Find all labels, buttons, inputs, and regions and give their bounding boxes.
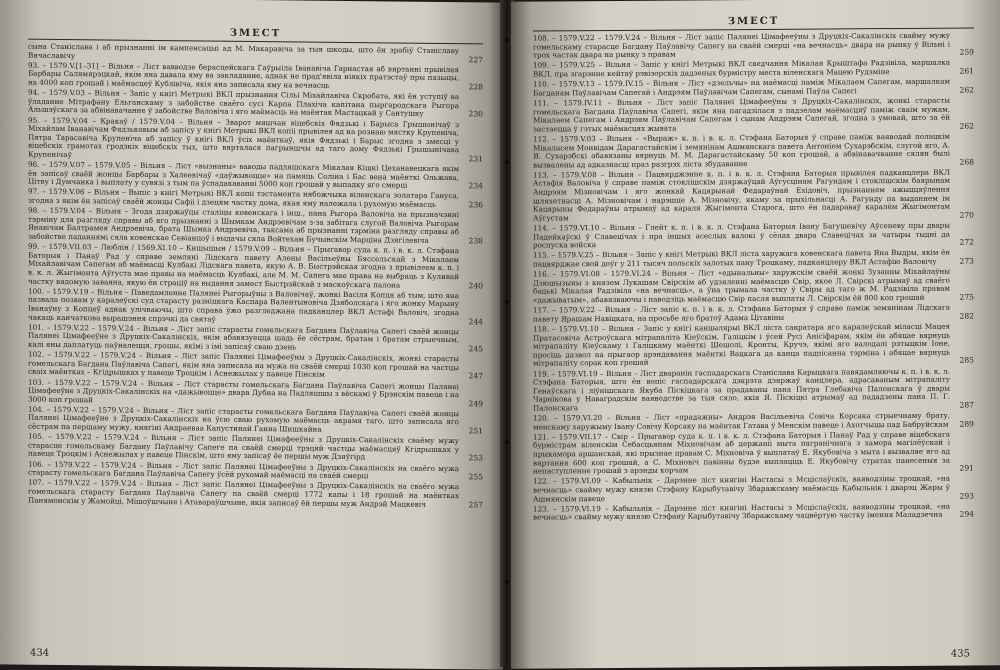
toc-entry-text: 111. – 1579.IV.11 – Вільня – Ліст запіс Палянеі Цімафееўны з Друцкіх-Сакалінскіх, жонкі старасты гомельскага Багдана Паўлавіча Сапегі, якім яна пагадзілася з падзелам маёмасцяў паміж сваім мужам, Мікалаем Сапегам і Андрэям Паўлавічам Сапегам і сынам Андрэям Сапегай, згодна з умовай, што за ёй застаецца ў гэтых маёмасцях жывата	[533, 95, 950, 134]
toc-entry-page: 253	[468, 453, 483, 463]
toc-entry-text: 94. – 1579.V.03 – Вільня – Запіс у кнігі Метрыкі ВКЛ прызнання Сільі Міхайлавіча Скробата, які ён уступіў ва ўладанне Мітрафану Ельганскаму з забойстве сваёго сусі Карпа Плахіча капітана пыргародскага Рыгора Альшэўскага за абвінавачанне ў забойстве Валовіча і яго маёмасць на маёнтак Мастацкай у Сантушку	[28, 87, 459, 119]
toc-entry-text: 114. – 1579.VI.10 – Вільня – Глейт к. п. і в. к. л. Стэфана Баторыя Івану Багушевічу Аўсеневу пры двары Падейкаўскі ў Славецічах і пра іншых асеслых валокі ў сёлах двара Славецічах за чатыры тыдні да роспуска войска	[533, 220, 950, 250]
toc-entry	[533, 168, 974, 223]
toc-entry	[28, 89, 483, 120]
toc-entry	[533, 430, 974, 476]
toc-entry-page: 249	[468, 398, 483, 409]
left-toc-list	[28, 43, 483, 510]
toc-entry	[533, 132, 974, 169]
toc-entry	[28, 406, 483, 437]
toc-entry-text: 101. – 1579.V.22 – 1579.V.24 – Вільня – Ліст запіс старасты гомельскага Багдана Паўлавіча Сапегі сваёй жонцы Палянеі Цімафееўне з Друцкіх-Сакалінскіх, якім абавязуецца шадь ёе сёстрам, братам і братам стрыечным, калі яны даплатуць паўналецця, грошы, якімі з імі запісаў сваю дзень	[28, 322, 459, 352]
binding-stitch	[505, 38, 509, 42]
toc-entry	[533, 412, 974, 432]
right-page-heading: ЗМЕСТ	[727, 15, 780, 28]
binding-stitch	[505, 300, 509, 304]
toc-entry-text: 95. – 1579.V.04 – Кракаў / 1579.V.04 – Вільня – Зварот мяшчан віцебскіх Фядзькі і Барыса Грышынічаў з Міхайлам Іванавічам Фядзьковым аб запісу у кнігі Метрыкі ВКЛ копіі прывілея ад на рознаю мястку Крупеніча, Пятра Тарасавіча Крупеніча аб запісу ў кнігі ВКЛ ўсіх маёнткаў, якія Фядзькі і Барыс згодна з змесці у віцебскіх грамотах гродзкіх віцебскіх тых, што вярталася пагрыншчы ад таго дому Фядзькі Грышынічава Крупенічаў	[28, 115, 459, 160]
toc-entry-text: 119. – 1579.VI.19 – Вільня – Ліст дваранін гаспадарскага Станіслава Карыцкага павядамляючы к. п. і в. к. л. Стэфана Баторыя, што ён вопіс гаспадарскага дэкрэта дзяржаў канцлера, адрасаваным мітрапаліту Генаўскага і ліўнішскага Якуба Піскіцкага за прадаваны пана Пятра Глебавіча Палонскага ў двары Чарнікова у Наваградскім ваяводстве за тыя сяло, якія Я. Піскіцкі атрымаў ад пададзены пана П. Г. Палонскага	[533, 366, 950, 413]
toc-entry-page: 240	[468, 280, 483, 291]
toc-entry	[28, 207, 483, 246]
toc-entry	[28, 351, 483, 382]
toc-entry	[28, 323, 483, 354]
toc-entry	[28, 61, 483, 92]
toc-entry	[533, 367, 974, 413]
toc-entry-text: 110. – 1579.V.13 – 1579.IV.15 – Вільня – Ліст «дзельчы» на маёмасці паміж Мікалаем Сапегам, маршалкам Багданам Паўлавічам Сапегай і Андрэям Паўлавічам Сапегам, сынамі Паўла Сапегі	[533, 76, 950, 98]
toc-entry-text: 123. – 1579.VI.19 – Кабыльнік – Дарэнне ліст княгіні Настасьі з Мсціслаўскіх, ваяводзіны троцкай, «на вечнасць» свайму мужу князю Стэфану Карыбутавічу Збаражскаму чацвёртую частку імення Маладзечна	[533, 501, 950, 522]
toc-entry-page: 270	[959, 210, 974, 220]
toc-entry-page: 234	[468, 181, 483, 191]
toc-entry-page: 294	[959, 509, 974, 519]
toc-entry	[533, 475, 974, 504]
toc-entry-text: 115. – 1579.V.25 – Вільня – Запіс у кнігі Метрыкі ВКЛ ліста харужага ковенскага павета Яна Выдры, якім ён пацвярджае свой доўг у 211 тысяч польскіх залотых пану Троцкаму, падканцлеру ВКЛ Астафію Валовічу	[533, 248, 950, 269]
toc-entry-page: 238	[468, 236, 483, 246]
toc-entry-text: 108. – 1579.V.22 – 1579.V.24 – Вільня – Ліст запіс Палянеі Цімафееўны з Друцкіх-Сакалінскіх свайму мужу гомельскаму старасце Багдану Паўлавічу Сапегу на сваёй смерці «на вечнасць» двара на рынку ў Вільні і трох частак двара на рынку з правам	[533, 30, 950, 60]
toc-entry	[28, 116, 483, 164]
binding-stitch	[505, 440, 509, 444]
toc-entry-text: 117. – 1579.V.22 – Вільня – Ліст запіс к. п. і в. к. л. Стэфана Баторыя ў справе паміж земянінам Лідскага павету Ярашам Навіцкага, на просьбе яго братоў Адама Цітавіны	[533, 302, 950, 324]
toc-entry-page: 289	[959, 419, 974, 429]
toc-entry-page: 257	[468, 499, 483, 510]
binding-stitch	[505, 580, 509, 584]
toc-entry-text: 102. – 1579.V.22 – 1579.V.24 – Вільня – Ліст запіс Палянеі Цімафееўны з Друцкіх-Сакалінскіх, жонкі старасты гомельскага Багдана Паўлавіча Сапегі, якім яна записала на мужа на сваёй смерці 1030 коп грошай на частцы сваіх маёнтках – Кгідрышках у павеце Троцкім і Аснежылах у павеце Пінскім	[28, 349, 459, 380]
toc-entry-page: 287	[959, 400, 974, 410]
toc-entry	[28, 378, 483, 409]
binding-stitch	[505, 160, 509, 164]
toc-entry-text: 122. – 1579.VI.09 – Кабыльнік – Дарэнне ліст княгіні Настасьі з Мсціслаўскіх, ваяводзіны троцкай, «на вечнасць» свайму мужу князю Стэфану Карыбутавічу Збаражскаму маёмасць Кабыльнік і дварэц Жары ў Ашмянскім павеце	[533, 474, 950, 504]
toc-entry-text: 120. – 1579.VI.20 – Вільня – Ліст «прадажны» Андрэя Васільевіча Совіча Корсака стрыечнаму брату, менскаму харужыму Івану Совічу Корсаку на маёнтак Гатава ў Менскім павеце і Ахотчыцы пад Бабруйскам	[533, 410, 950, 432]
toc-entry	[533, 222, 974, 251]
toc-entry-text: 103. – 1579.V.22 – 1579.V.24 – Вільня – Ліст старасты гомельскага Багдана Паўлавіча Сапегі жонцы Палянеі Цімафееўне з Друцкіх-Сакалінскіх на «дажывоцце» двара Дубна на Падляшшы з вёскамі ў Брэнскім павеце і на 3000 коп грошай	[28, 377, 459, 405]
toc-entry	[533, 78, 974, 98]
toc-entry-page: 259	[959, 47, 974, 57]
toc-entry-page: 230	[468, 109, 483, 119]
toc-entry-page: 227	[468, 54, 483, 65]
toc-entry-text: 121. – 1579.VII.17 – Свір – Прыгавор суда к. п. і в. к. л. Стэфана Баторыя і Панаў Рад у справе віцебскага бурмістрам віленскім Себасцьянам Міхновічам аб держаніі мыта пагранічнага з хамора магілёўскай і прыкамора аршанскай, які прызнае правам С. Міхновіча ў выплатаў Е. Якубовіча з мыта і вызваляе яго ад вяртання 600 коп грошай, а С. Міхновіч павінны будзе выплаціць Е. Якубовічу стратах панесеныя за непаступленне грошай з арэнды корчам	[533, 429, 950, 476]
toc-entry-page: 273	[959, 256, 974, 266]
toc-entry	[28, 161, 483, 192]
toc-entry-page: 228	[468, 82, 483, 92]
toc-entry	[28, 433, 483, 464]
right-page-number: 435	[950, 648, 970, 660]
toc-entry-page: 285	[959, 355, 974, 365]
toc-entry	[533, 502, 974, 522]
toc-entry-page: 255	[468, 472, 483, 482]
left-page-number: 434	[30, 647, 50, 659]
toc-entry-text: 100. – 1579.V.19 – Вільня – Паведамленне Палянеі Рыгорыўны з Валовічаў, жонкі Васіля Копця аб тым, што яна пазвала позвам у каралеўскі суд старасту разніцкага Каспара Валентыновіча Дзяболскага і яго жонку Марыну Іванаўну з Копцеў аднак улічваючы, што справа ўжо разгледжана падканцлер ВКЛ Астафі Валовіч, згодна чакаць канчаткова вырашэння спрэчкі да святаў	[28, 286, 459, 324]
left-page-heading: ЗМЕСТ	[229, 27, 282, 40]
toc-entry-page: 293	[959, 491, 974, 501]
toc-entry-page: 282	[959, 311, 974, 321]
toc-entry-text: 107. – 1579.V.22 – 1579.V.24 – Вільня – Ліст запіс Палянеі Цімафееўны з Друцкіх-Сакалінскіх на сваёго мужа гомельскага старасту Багдана Паўлавіча Сапегу па сваёй смерці 1772 капы і 18 грошай на маёнтках Панямонскім у Жамойці, Мішоўшчыне і Атавараўшчыне, якія записаў ёй першы муж Андрэй Мацкевіч	[28, 478, 459, 509]
toc-entry	[533, 304, 974, 324]
toc-entry-text: 109. – 1579.V.25 – Вільня – Запіс у кнігі Метрыкі ВКЛ сведчання Мікалая Крыштафа Радзівіла, маршалка ВКЛ, пра згарэнне кейтаў рэвізорскіх дадзеных бурмістру места віленскага Мацею Рудзміне	[533, 58, 950, 79]
toc-entry-text: 113. – 1579.V.08 – Вільня – Пацвярджэнне к. п. і в. к. л. Стэфана Баторыя прывілея падканцлера ВКЛ Астафія Валовіча ў справе паміж стоклішскім дзяржаўцай Аўгусцінам Рагундам і стоклішскім баярынам Андрэям Мізновічам і яго жонкай Кацярынай Федараўнай Ехідовіч, прызнаннем ажыццяўлення шляхетнасці А. Мізновічам і нарэшце А. Мізновічу, якаму за прыхільнасці А. Рагунду па выданнем ім Кацярыны Федараўны атрымаў ад караля Жыгімонта Старога, што ён падараваў каралём Жыгімонтам Аўгустам	[533, 167, 950, 223]
toc-entry-page: 251	[468, 426, 483, 436]
toc-entry	[533, 96, 974, 133]
toc-entry	[28, 243, 483, 291]
toc-entry	[533, 268, 974, 305]
right-page	[511, 0, 1000, 669]
toc-entry-page: 262	[959, 85, 974, 95]
toc-entry-text: 118. – 1579.VI.10 – Вільня – Запіс у кнігі канцылярыі ВКЛ ліста сакратара яго каралеўскай міласці Мацея Пратасовіча Астроўскага мітрапаліта Кіеўскім, Галіцкім і ўсей Русі Анісіфарам, якім ён абяцае вярнуць мітрапаліту Кіеўскаму і Галіцкаму маёнткі Шешолі, Кронты, Кручэ, якімі яго валодалі рэтыцкім Іоне, просіць дазвол на прыгаор арэндавання маёнткі Вацкага да канца падпісанна тэрміна і абяцае вярнуць мітрапаліту сорак коп грошай	[533, 321, 950, 368]
toc-entry	[533, 249, 974, 269]
toc-entry-page: 275	[959, 292, 974, 302]
toc-entry	[533, 59, 974, 79]
toc-entry-text: 96. – 1579.V.07 – 1579.V.05 – Вільня – Ліст «вызнаны» ваводы падляшскага Мікалая Кішкі Цеханавецкага якім ён запісаў сваёй жонцы Барбары з Халеевічаў «даўжывоцце» на памяць Соліна і Бас вена маёнткі Ольжава, Цітву і Думчанка і выплату у сувязі з тым па ўспадакаванні 5000 коп грошай у выпадку яго смерці	[28, 159, 459, 190]
toc-entry-page: 244	[468, 316, 483, 326]
toc-entry-page: 261	[959, 66, 974, 76]
right-toc-list	[533, 31, 974, 522]
toc-entry	[533, 322, 974, 368]
toc-entry	[28, 479, 483, 510]
toc-entry-text: 99. – 1579.VII.03 – Люблін / 1569.XI.10 – Кншышын / 1579.V.09 – Вільня – Прыгавор суда к. п. і в. к. л. Стэфана Баторыя і Панаў Рад у справе земляні Лідскага павету Алены Васільеўны Бяссельскай з Мікалаем Міхайлавічам Сапегам аб маёмасці Кулбакі Лідскага павета, якую А. В. Быстрэйская згодна з прывілеем к. п. і в. к. л. Жыгімонта Аўгуста мае правы на маёмасць Кулбакі, але М. М. Сапега мае права на выбраць з Куливай частку вядомую заваяна, якую ён страціў на выдання замест Быстрэйскай з маскоўскага палона	[28, 241, 459, 290]
toc-entry-text: 116. – 1579.VI.08 – 1579.VI.24 – Вільня – Ліст «едынальны» харужскім сваёй жонкі Зузанны Міхайлаўны Дзюшызыны з князем Лукашам Свірскім аб удзяленні маёмасцю Свір, якое Л. Свірскі атрымаў ад сваёго бацькі Мікалая Радзівіла «на вечнасць», а ўна трымала частку ў Свіры ад таго ж М. Радзівіла правам «дажыватым», абавязваючы і паводзіць маёмасцю Свір пасля выплаты Л. Свірскім ёй 800 коп грошай	[533, 266, 950, 305]
toc-entry-page: 268	[959, 157, 974, 167]
toc-entry-text: сына Станіслава і аб прызнанні ім кампенсацыі ад М. Макаравіча за тыя шкоды, што ён зрабіў Станіславу Вячаславічу	[28, 41, 459, 60]
toc-entry-text: 112. – 1579.V.03 – Вільня – «Выраж» к. п. і в. к. л. Стэфана Баторыя ў справе паміж ваяводай полацкім Мікаласем Монвідам Дарагастайскім і земянінам Ашмянскага павета Антоніем Сухарэбскім, слугой яго, А. Я. Сухарэбскі абавязаны вярнуць М. М. Дарагастайскаму 50 коп грошай, а абвінавачванне сялян былі вызвалены ад адказнасці праз разгрэх ліста збудаванне	[533, 131, 950, 170]
toc-entry-page: 247	[468, 371, 483, 381]
toc-entry-text: 106. – 1579.V.22 – 1579.V.24 – Вільня – Ліст запіс Палянеі Цімафееўны з Друцкіх-Сакалінскіх на сваёго мужа старасту гомельскага Багдана Паўлавіча Сапегу ўсёй рухомай маёмасці па сваёй смерці	[28, 459, 459, 481]
toc-entry-text: 98. – 1579.V.04 – Вільня – Згода дзяржаўцы сталіцы ковенскага і інш., пана Рыгора Валовіча на прызначэнні тэрміну для разгляду справы аб яго прызнанні з Шымкам Андрэевічам з-за забітага слугой Валовіча Рыгорам Янавічам Балтрамея Андрэевіча, брата Шымка Андрэевіча, таксама аб прызнанні тэрміна разгляду справы аб забойстве паданнямі сяла ковенскае Севіанцоў і выдачы сяла Войтехам Бучынскім Марціна Дзягілевіча	[28, 205, 459, 245]
toc-entry-page: 272	[959, 237, 974, 247]
toc-entry-text: 104. – 1579.V.22 – 1579.V.24 – Вільня – Ліст запіс старасты гомельскага Багдана Паўлавіча Сапегі сваёй жонцы Палянеі Цімафееўне з Друцкіх-Сакалінскіх на ўсю сваю рухомую маёмасць акрамя таго, што записала яго сёстрам па першаму мужу, княгіні Андраеваа Капустинай Ганна Шишкайна	[28, 404, 459, 434]
toc-entry	[533, 31, 974, 60]
toc-entry-page: 236	[468, 200, 483, 210]
toc-entry-page: 231	[468, 154, 483, 164]
toc-entry-page: 291	[959, 463, 974, 473]
toc-entry-text: 105. – 1579.V.22 – 1579.V.24 – Вільня – Ліст запіс Палянеі Цімафееўны з Друцкіх-Сакалінскіх сваёму мужу старасце гомельскаму Багдану Паўлавічу Сапеге па сваёй смерці трэцяй частцы маёмасцяў Кгідрышках у павеце Троцкім і Аснежылах у павеце Пінскім, што яму запісаў ёе першы муж Дзяўгірд	[28, 431, 459, 462]
toc-entry-text: 93. – 1579.V.[1–31] – Вільня – Ліст вавводзе берасцейскага Гаўрыіла Іванавіча Гарнастая аб вяртанні прывілея Барбары Салямярэцкай, якім яна давала яму ва закладанне, аднак не прад'явіла ніякіх пратэстаў пры пазыцы, на 4000 коп грошай і маёмасцеў Кублівіча, якія яна записала яму на вечнасць	[28, 60, 459, 90]
toc-entry-text: 97. – 1579.V.06 – Вільня – Выпіс з кнігі Метрыкі ВКЛ копіі тэстамента нябожчыка віленскага золатара Гануса, згодна з якім ён запісаў сваёй жонцы Сафіі і дзецям частку дома, якая яму належала і рухомую маёмасць	[28, 187, 459, 209]
toc-entry-page: 262	[959, 121, 974, 131]
toc-entry	[28, 287, 483, 326]
toc-entry-page: 245	[468, 344, 483, 354]
